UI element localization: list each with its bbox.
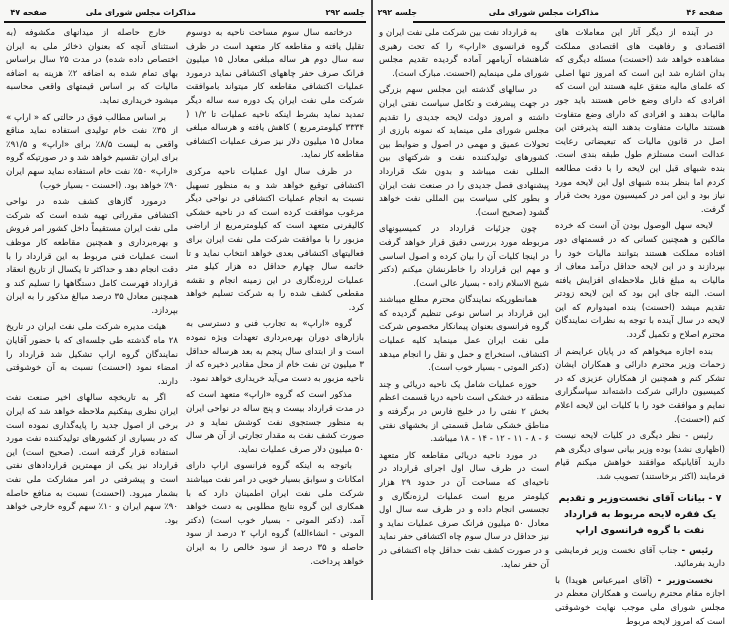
- paragraph: حوزه عملیات شامل یک ناحیه دریائی و چند منطقه در خشکی است ناحیه دریا قسمت اعظم بخش ۲ نفتی را در خلیج فارس در برگرفته و مناطق خشکی شامل قسمتی از بخشهای نفتی ۶ - ۸ - ۱۱ - ۱۲ - ۱۴ - ۱۸ میباشد.: [379, 379, 549, 445]
- right-page-header: [373, 8, 729, 20]
- speaker-name: نخست‌وزیر -: [657, 575, 714, 586]
- speaker-paragraph: [555, 545, 725, 572]
- speech-text: جناب آقای نخست وزیر فرمایشی دارید بفرمائید.: [555, 545, 725, 570]
- paragraph: درمورد گازهای کشف شده در نواحی اکتشافی مقرراتی تهیه شده است که شرکت ملی نفت ایران مستقیماً داخل کشور امر فروش و بهره‌برداری و همچنین مقاطعه کار موظف است عملیات فنی مربوط به این قرارداد را با دقت انجام دهد و حداکثر تا یکسال از تاریخ انعقاد قرارداد فهرست کامل دستگاهها را تسلیم کند و همچنین معادل ۳۵ درصد مبالغ مذکور را به ایران بپردازد.: [6, 197, 178, 316]
- left-page-left-column: [6, 27, 178, 595]
- paragraph: همانطوریکه نمایندگان محترم مطلع میباشند این قرارداد بر اساس نوعی تنظیم گردیده که گروه فرانسوی بعنوان پیمانکار مخصوص شرکت ملی نفت ایران عمل مینماید کلیه عملیات اکتشاف، استخراج و حمل و نقل را انجام میدهد (دکتر الموتی - بسیار خوب است).: [379, 295, 549, 374]
- paragraph: در آینده از دیگر آثار این معاملات های اقتصادی و رفاهیت های اقتصادی مملکت مشاهده خواهد شد (احسنت) مسئله دیگری که بدان اشاره شد این است که امروز تنها اصلی که علمای مالیه متفق علیه هستند این است که افرادی که دارای وضع خاص هستند باید جور مالیات بدهند و افرادی که دارای وضع متفاوت هستند مالیات متفاوت بدهند البته پذیرفتن این اصل در قانون مالیات که تبعیضاتی رعایت عدالت است مستلزم طول طبقه بندی است. بنده شبهای قبل این لایحه را با دقت مطالعه کردم اما بنظر بنده شبهای اول این لایحه مورد نیاز بود و این امر در کمیسیون مورد بحث قرار گرفت.: [555, 28, 725, 215]
- paragraph: لایحه سهل الوصول بودن آن است که خرده مالکین و همچنین کسانی که در قسمتهای دور افتاده مملکت هستند بتوانند مالیات خود را بپردازند و در این لایحه حداقل درآمد معاف از مالیات به مبلغ قابل ملاحظه‌ای افزایش یافته است. البته جای این بود که این لایحه زودتر تقدیم میشد (احسنت) بنده امیدوارم که این لایحه در سال آینده با توجه به نظرات نمایندگان محترم اصلاح و تکمیل گردد.: [555, 221, 725, 341]
- paragraph: هیئت مدیره شرکت ملی نفت ایران در تاریخ ۲۸ ماه گذشته طی جلسه‌ای که با حضور آقایان نمایندگان گروه اراپ تشکیل شد قرارداد را امضاء نمود (احسنت) نسبت به آن خوشوقتی دارند.: [6, 322, 178, 387]
- paragraph: گروه «اراپ» به تجارب فنی و دسترسی به بازارهای دوران بهره‌برداری تعهدات ویژه نموده است و از ابتدای سال پنجم به بعد هرساله حداقل ۳ میلیون تن نفت خام از محل مقادیر ذخیره که از ناحیه مزبور به دست می‌آید خریداری خواهد نمود.: [186, 319, 364, 384]
- page-number: صفحه ۴۷: [10, 8, 47, 17]
- left-page-right-column: [186, 27, 364, 595]
- paragraph: اگر به تاریخچه سالهای اخیر صنعت نفت ایران نظری بیفکنیم ملاحظه خواهد شد که ایران برخی از اصول جدید را پایه‌گذاری نموده است که در بسیاری از کشورهای تولیدکننده نفت مورد استفاده قرار گرفته است. (صحیح است) این قرارداد نیز یکی از مهمترین قراردادهای نفتی است و پیشرفتی در امر مشارکت ملی نفت بشمار میرود. (احسنت) نسبت به منافع حاصله ۹۰٪ سهم ایران و ۱۰٪ سهم گروه خارجی خواهد بود.: [6, 393, 178, 526]
- paragraph: چون جزئیات قرارداد در کمیسیونهای مربوطه مورد بررسی دقیق قرار خواهد گرفت در اینجا کلیات آن را بیان کرده و اصول اساسی و مهم این قرارداد را خاطرنشان میکنم (دکتر شیخ الاسلام زاده - بسیار عالی است).: [379, 224, 549, 289]
- paragraph: در مورد ناحیه دریائی مقاطعه کار متعهد است در ظرف سال اول اجرای قرارداد در ناحیه‌ای که مساحت آن در حدود ۲۹ هزار کیلومتر مربع است عملیات لرزه‌نگاری و تجسسی انجام داده و در ظرف سه سال اول معادل ۵۰ میلیون فرانک صرف عملیات نماید و نیز حداقل در سال سوم چاه اکتشافی حفر نماید و در صورت کشف نفت حداقل چاه اکتشافی در آن حفر نماید.: [379, 450, 550, 570]
- left-page: [0, 0, 371, 600]
- paragraph: باتوجه به اینکه گروه فرانسوی اراپ دارای امکانات و سوابق بسیار خوبی در امر نفت میباشند شرکت ملی نفت ایران اطمینان دارد که با همکاری این گروه نتایج مطلوبی به دست خواهد آمد. (دکتر الموتی - بسیار خوب است) (دکتر الموتی - انشاءالله) گروه اراپ ۲ درصد از سود حاصله و ۳۵ درصد از سود خالص را به ایران خواهد پرداخت.: [186, 461, 364, 567]
- header-rule: [4, 21, 366, 23]
- right-page: [373, 0, 729, 627]
- paragraph: به قرارداد نفت بین شرکت ملی نفت ایران و گروه فرانسوی «اراپ» را که تحت رهبری شاهنشاه آریامهر آماده گردیده تقدیم مجلس شورای ملی مینمایم (احسنت. مبارک است).: [379, 28, 549, 79]
- paragraph: بر اساس مطالب فوق در حالتی که « اراپ » از ۳۵٪ نفت خام تولیدی استفاده نماید مناقع واقعی به لیست ۸/۵٪ برای «اراپ» و ۹۱/۵٪ برای ایران تقسیم خواهد شد و در صورتیکه گروه «اراپ» ۵۰٪ نفت خام استفاده نماید سهم ایران ۹۰٪ خواهد بود. (احسنت - بسیار خوب): [6, 112, 178, 191]
- running-title: مذاکرات مجلس شورای ملی: [85, 8, 196, 17]
- running-title: مذاکرات مجلس شورای ملی: [488, 8, 599, 17]
- section-heading: ۷ - بیانات آقای نخست‌وزیر و تقدیم یک فقره لایحه مربوط به قرارداد نفت با گروه فرانسوی اراپ: [558, 492, 722, 536]
- paragraph: خارج حاصله از میدانهای مکشوفه (به استثنای آنچه که بعنوان ذخائر ملی به ایران اختصاص داده شده) در مدت ۲۵ سال براساس بهای تمام شده به اضافه ۲٪ هزینه به اضافه مالیات که بر اساس قیمتهای واقعی محاسبه میشود خریداری نماید.: [6, 28, 179, 106]
- paragraph: در ظرف سال اول عملیات ناحیه مرکزی اکتشافی توقیع خواهد شد و به منظور تسهیل نسبت به انجام عملیات اکتشافی در نواحی دیگر مرغوب موافقت کرده است که در ناحیه خشکی کالیفرنی متعهد است که کیلومترمربع از اراضی مزبور را با موافقت شرکت ملی نفت ایران برای فعالیتهای اکتشافی بعدی خواهد انتخاب نماید و تا خاتمه سال چهارم حداقل ده هزار کیلو متر عملیات لرزه‌نگاری در این زمینه انجام و نقشه مقطعی کشف شده را به شرکت تسلیم خواهد کرد.: [186, 166, 364, 313]
- session-number: جلسه ۲۹۲: [325, 8, 365, 17]
- paragraph: رئیس - نظر دیگری در کلیات لایحه نیست (اظهاری نشد) بوده وزیر بیانی سوای دیگری هم دارید آقایانیکه موافقند خواهش میکنم قیام فرمایند (اکثر برخاستند) تصویب شد.: [555, 431, 725, 482]
- session-number: جلسه ۲۹۲: [377, 8, 417, 17]
- speaker-paragraph: [555, 575, 725, 629]
- paragraph: در سالهای گذشته این مجلس سهم بزرگی در جهت پیشرفت و تکامل سیاست نفتی ایران داشته و امروز دولت لایحه جدیدی را تقدیم مجلس شورای ملی مینماید که نمونه بارزی از تحولات عمیق و مهمی در اصول و ضوابط بین کشورهای تولیدکننده نفت و شرکتهای بین المللی نفت میباشد و بدون شک قرارداد پیشنهادی فصل جدیدی را در صنعت نفت ایران و بطور کلی سیاست بین المللی نفت خواهد گشود (صحیح است).: [379, 85, 549, 218]
- left-page-header: [0, 8, 371, 20]
- paragraph: درخاتمه سال سوم مساحت ناحیه به دوسوم تقلیل یافته و مقاطعه کار متعهد است در ظرف سه سال دوم هر ساله مبلغی معادل ۱۵ میلیون فرانک صرف حفر چاههای اکتشافی نماید درمورد عملیات اکتشافی مقاطعه کار میتواند باموافقت شرکت ملی نفت ایران یک دوره سه ساله دیگر تمدید نماید بشرط اینکه ناحیه عملیات تا ۱/۲ ( ۳۳۳۴ کیلومترمربع ) کاهش یافته و هرساله مبلغی معادل ۱۵ میلیون دلار نیز صرف عملیات اکتشافی مقاطعه کار نماید.: [186, 28, 365, 161]
- right-page-left-column: [379, 27, 549, 595]
- speaker-name: رئیس -: [681, 545, 714, 556]
- paragraph: بنده اجازه میخواهم که در پایان عرایضم از زحمات وزیر محترم دارائی و همکاران ایشان تشکر کنم و همچنین از همکاران عزیزی که در کمیسیون دارائی شرکت داشته‌اند سپاسگزاری نمایم و موافقت خود را با کلیات این لایحه اعلام کنم (احسنت).: [555, 346, 725, 425]
- header-rule: [413, 21, 725, 23]
- paragraph: مذکور است که گروه «اراپ» متعهد است که در مدت قرارداد بیست و پنج ساله در نواحی ایران به منظور جستجوی نفت کوشش نماید و در صورت کشف نفت به مقدار تجارتی از آن هر سال ۵۰ میلیون دلار صرف عملیات نماید.: [186, 390, 364, 455]
- page-number: صفحه ۴۶: [686, 8, 723, 17]
- right-page-right-column: [555, 27, 725, 627]
- speech-text: (آقای امیرعباس هویدا) با اجازه مقام محترم ریاست و همکاران معظم در مجلس شورای ملی موجب نهایت خوشوقتی است که امروز لایحه مربوط: [555, 575, 725, 627]
